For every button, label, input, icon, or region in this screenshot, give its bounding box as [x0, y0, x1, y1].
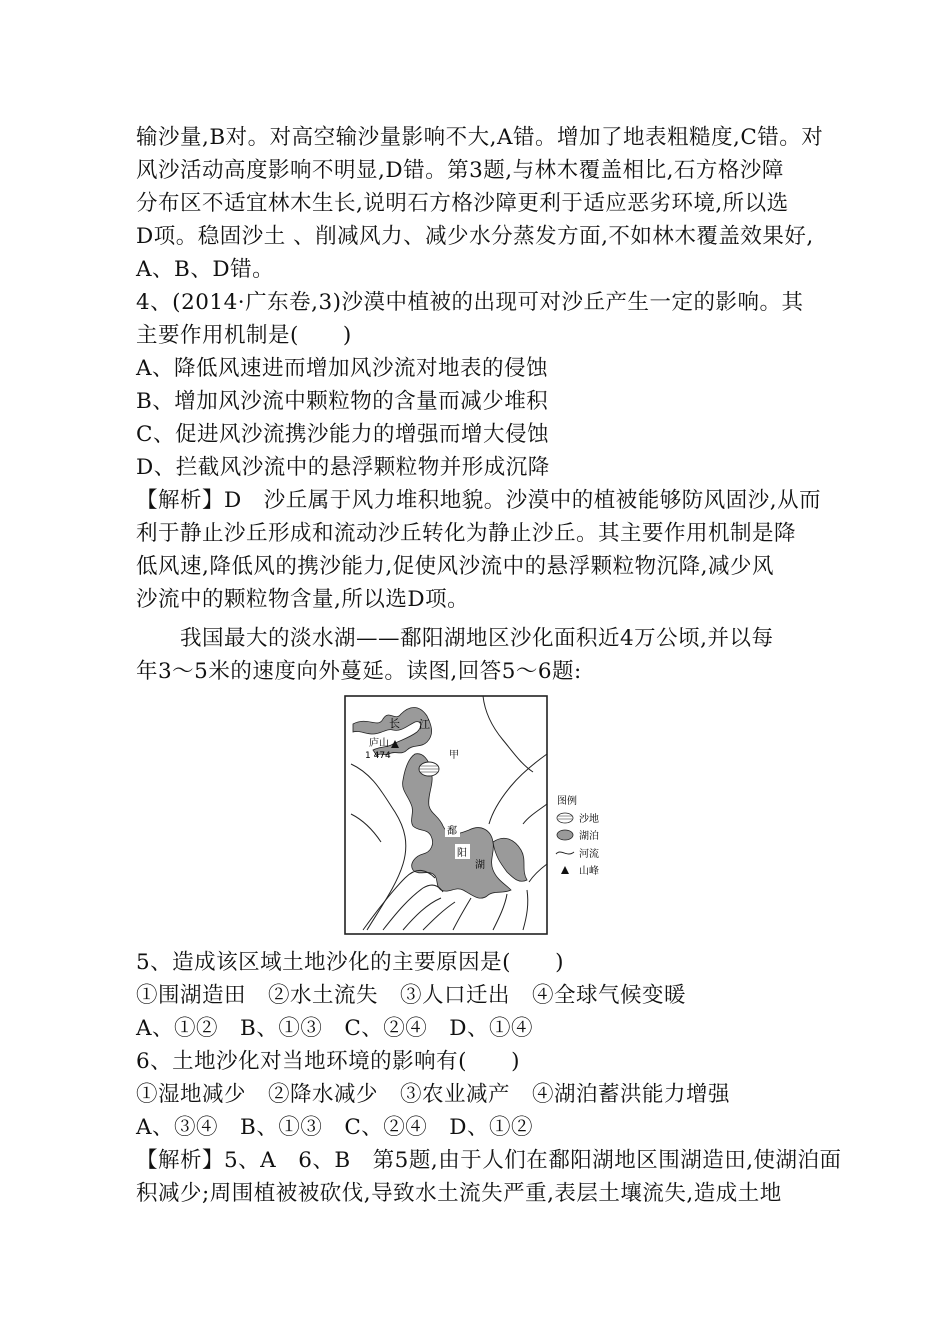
- map-label-hu: 湖: [475, 860, 485, 871]
- map-label-lushan: 庐山: [369, 738, 389, 749]
- text-line: 风沙活动高度影响不明显,D错。第3题,与林木覆盖相比,石方格沙障: [136, 158, 784, 183]
- analysis-text: 【解析】D 沙丘属于风力堆积地貌。沙漠中的植被能够防风固沙,从而: [136, 488, 822, 513]
- passage-text: 我国最大的淡水湖——鄱阳湖地区沙化面积近4万公顷,并以每: [180, 626, 774, 651]
- question-4-option-a: A、降低风速进而增加风沙流对地表的侵蚀: [136, 356, 549, 381]
- text-line: A、B、D错。: [136, 257, 275, 282]
- legend-sand-swatch: [557, 813, 573, 823]
- map-legend: [556, 794, 599, 877]
- legend-peak-label: 山峰: [579, 866, 599, 877]
- question-4-stem: 4、(2014·广东卷,3)沙漠中植被的出现可对沙丘产生一定的影响。其: [136, 290, 804, 315]
- legend-river-label: 河流: [579, 849, 599, 860]
- question-6-stem: 6、土地沙化对当地环境的影响有( ): [136, 1049, 520, 1074]
- map-figure: [343, 694, 623, 936]
- map-label-yang: 阳: [457, 848, 467, 859]
- map-label-chang: 长: [389, 717, 400, 730]
- legend-river-swatch: [556, 852, 574, 854]
- text-line: 分布区不适宜林木生长,说明石方格沙障更利于适应恶劣环境,所以选: [136, 191, 789, 216]
- legend-peak-swatch: [561, 866, 569, 874]
- poyang-lake-map: [343, 694, 623, 936]
- analysis-text: 积减少;周围植被被砍伐,导致水土流失严重,表层土壤流失,造成土地: [136, 1181, 782, 1206]
- legend-lake-swatch: [557, 830, 573, 840]
- question-4-option-d: D、拦截风沙流中的悬浮颗粒物并形成沉降: [136, 455, 550, 480]
- question-4-stem: 主要作用机制是( ): [136, 323, 352, 348]
- question-5-stem: 5、造成该区域土地沙化的主要原因是( ): [136, 950, 564, 975]
- question-4-option-c: C、促进风沙流携沙能力的增强而增大侵蚀: [136, 422, 549, 447]
- question-6-options: A、③④ B、①③ C、②④ D、①②: [136, 1115, 534, 1140]
- legend-lake-label: 湖泊: [579, 831, 599, 842]
- question-5-options: A、①② B、①③ C、②④ D、①④: [136, 1016, 534, 1041]
- map-label-po: 鄱: [447, 826, 457, 837]
- passage-text: 年3～5米的速度向外蔓延。读图,回答5～6题:: [136, 659, 582, 684]
- question-4-option-b: B、增加风沙流中颗粒物的含量而减少堆积: [136, 389, 549, 414]
- question-5-items: ①围湖造田 ②水土流失 ③人口迁出 ④全球气候变暖: [136, 983, 687, 1008]
- text-line: 输沙量,B对。对高空输沙量影响不大,A错。增加了地表粗糙度,C错。对: [136, 125, 824, 150]
- analysis-text: 【解析】5、A 6、B 第5题,由于人们在鄱阳湖地区围湖造田,使湖泊面: [136, 1148, 842, 1173]
- text-line: D项。稳固沙土 、削减风力、减少水分蒸发方面,不如林木覆盖效果好,: [136, 224, 814, 249]
- map-label-jiang: 江: [419, 718, 430, 731]
- map-label-elevation: 1 474: [365, 751, 391, 761]
- analysis-text: 利于静止沙丘形成和流动沙丘转化为静止沙丘。其主要作用机制是降: [136, 521, 797, 546]
- question-6-items: ①湿地减少 ②降水减少 ③农业减产 ④湖泊蓄洪能力增强: [136, 1082, 731, 1107]
- legend-title: 图例: [557, 796, 577, 807]
- analysis-text: 低风速,降低风的携沙能力,促使风沙流中的悬浮颗粒物沉降,减少风: [136, 554, 775, 579]
- map-label-jia: 甲: [449, 750, 459, 761]
- legend-sand-label: 沙地: [579, 814, 599, 825]
- analysis-text: 沙流中的颗粒物含量,所以选D项。: [136, 587, 470, 612]
